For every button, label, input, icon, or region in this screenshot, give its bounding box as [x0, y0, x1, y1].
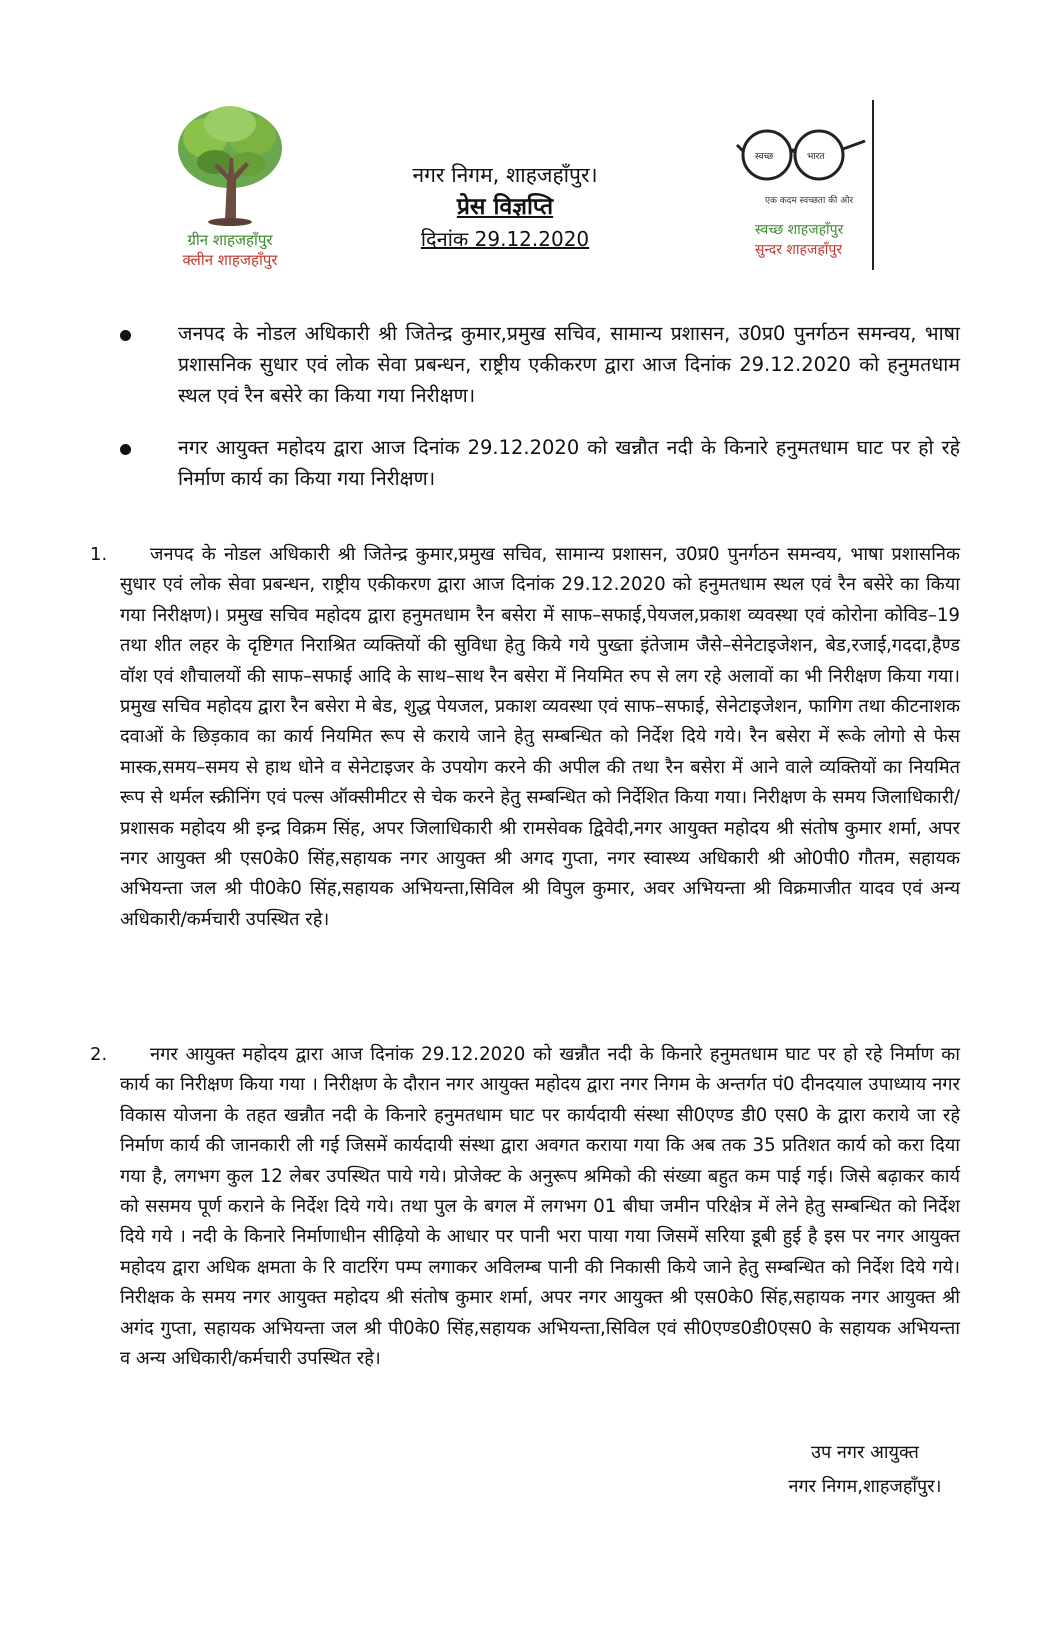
- swachh-bharat-glasses-icon: [735, 115, 875, 195]
- signatory-designation: उप नगर आयुक्त: [811, 1442, 919, 1463]
- paragraph-number: 1.: [90, 544, 108, 565]
- paragraph-text: नगर आयुक्त महोदय द्वारा आज दिनांक 29.12.2020 को खन्नौत नदी के किनारे हनुमतधाम घाट पर हो रहे निर्माण का कार्य का निरीक्षण किया गया । निरीक्षण के दौरान नगर आयुक्त महोदय द्वारा नगर निगम के अन्तर्गत पं0 दीनदयाल उपाध्याय नगर विकास योजना के तहत खन्नौत नदी के किनारे हनुमतधाम घाट पर कार्यदायी संस्था सी0एण्ड डी0 एस0 के द्वारा कराये जा रहे निर्माण कार्य की जानकारी ली गई जिसमें कार्यदायी संस्था द्वारा अवगत कराया गया कि अब तक 35 प्रतिशत कार्य को करा दिया गया है, लगभग कुल 12 लेबर उपस्थित पाये गये। प्रोजेक्ट के अनुरूप श्रमिको की संख्या बहुत कम पाई गई। जिसे बढ़ाकर कार्य को ससमय पूर्ण कराने के निर्देश दिये गये। तथा पुल के बगल में लगभग 01 बीघा जमीन परिक्षेत्र में लेने हेतु सम्बन्धित को निर्देश दिये गये । नदी के किनारे निर्माणाधीन सीढ़ियो के आधार पर पानी भरा पाया गया जिसमें सरिया डूबी हुई है इस पर नगर आयुक्त महोदय द्वारा अधिक क्षमता के रि वाटरिंग पम्प लगाकर अविलम्ब पानी की निकासी किये जाने हेतु सम्बन्धित को निर्देश दिये गये। निरीक्षक के समय नगर आयुक्त महोदय श्री संतोष कुमार शर्मा, अपर नगर आयुक्त श्री एस0के0 सिंह,सहायक नगर आयुक्त श्री अगंद गुप्ता, सहायक अभियन्ता जल श्री पी0के0 सिंह,सहायक अभियन्ता,सिविल एवं सी0एण्ड0डी0एस0 के सहायक अभियन्ता व अन्य अधिकारी/कर्मचारी उपस्थित रहे।: [120, 1044, 960, 1370]
- bullet-text: जनपद के नोडल अधिकारी श्री जितेन्द्र कुमार,प्रमुख सचिव, सामान्य प्रशासन, उ0प्र0 पुनर्गठन समन्वय, भाषा प्रशासनिक सुधार एवं लोक सेवा प्रबन्धन, राष्ट्रीय एकीकरण द्वारा आज दिनांक 29.12.2020 को हनुमतधाम स्थल एवं रैन बसेरे का किया गया निरीक्षण।: [178, 322, 960, 407]
- paragraph-number: 2.: [90, 1044, 108, 1065]
- logo-line-sundar: सुन्दर शाहजहाँपुर: [755, 242, 843, 258]
- header-divider: [872, 100, 874, 270]
- document-heading: [390, 160, 620, 254]
- logo-line-clean: क्लीन शाहजहाँपुर: [182, 251, 278, 269]
- signatory-office: नगर निगम,शाहजहाँपुर।: [788, 1476, 942, 1497]
- swachh-bharat-logo: [735, 105, 885, 275]
- glass-left-label: स्वच्छ: [755, 152, 774, 162]
- logo-tagline: एक कदम स्वच्छता की ओर: [765, 196, 854, 206]
- logo-line-green: ग्रीन शाहजहाँपुर: [187, 231, 273, 249]
- signature-block: [770, 1436, 960, 1504]
- glass-right-label: भारत: [807, 152, 825, 162]
- organization-name: नगर निगम, शाहजहाँपुर।: [412, 163, 598, 187]
- bullet-icon: [120, 330, 131, 341]
- bullet-icon: [120, 444, 131, 455]
- document-title: प्रेस विज्ञप्ति: [456, 194, 554, 220]
- bullet-text: नगर आयुक्त महोदय द्वारा आज दिनांक 29.12.2020 को खन्नौत नदी के किनारे हनुमतधाम घाट पर हो रहे निर्माण कार्य का किया गया निरीक्षण।: [178, 436, 960, 490]
- logo-line-swachh: स्वच्छ शाहजहाँपुर: [755, 222, 844, 238]
- tree-icon: [150, 100, 310, 230]
- paragraph-text: जनपद के नोडल अधिकारी श्री जितेन्द्र कुमार,प्रमुख सचिव, सामान्य प्रशासन, उ0प्र0 पुनर्गठन समन्वय, भाषा प्रशासनिक सुधार एवं लोक सेवा प्रबन्धन, राष्ट्रीय एकीकरण द्वारा आज दिनांक 29.12.2020 को हनुमतधाम स्थल एवं रैन बसेरे का किया गया निरीक्षण)। प्रमुख सचिव महोदय द्वारा हनुमतधाम रैन बसेरा में साफ–सफाई,पेयजल,प्रकाश व्यवस्था एवं कोरोना कोविड–19 तथा शीत लहर के दृष्टिगत निराश्रित व्यक्तियों की सुविधा हेतु किये गये पुख्ता इंतेजाम जैसे–सेनेटाइजेशन, बेड,रजाई,गददा,हैण्ड वॉश एवं शौचालयों की साफ–सफाई आदि के साथ–साथ रैन बसेरा में नियमित रुप से लग रहे अलावों का भी निरीक्षण किया गया। प्रमुख सचिव महोदय द्वारा रैन बसेरा मे बेड, शुद्ध पेयजल, प्रकाश व्यवस्था एवं साफ–सफाई, सेनेटाइजेशन, फागिग तथा कीटनाशक दवाओं के छिड़काव का कार्य नियमित रूप से कराये जाने हेतु सम्बन्धित को निर्देश दिये गये। रैन बसेरा में रूके लोगो से फेस मास्क,समय–समय से हाथ धोने व सेनेटाइजर के उपयोग करने की अपील की तथा रैन बसेरा में आने वाले व्यक्तियों का नियमित रूप से थर्मल स्क्रीनिंग एवं पल्स ऑक्सीमीटर से चेक करने हेतु सम्बन्धित को निर्देशित किया गया। निरीक्षण के समय जिलाधिकारी/प्रशासक महोदय श्री इन्द्र विक्रम सिंह, अपर जिलाधिकारी श्री रामसेवक द्विवेदी,नगर आयुक्त महोदय श्री संतोष कुमार शर्मा, अपर नगर आयुक्त श्री एस0के0 सिंह,सहायक नगर आयुक्त श्री अगद गुप्ता, नगर स्वास्थ्य अधिकारी श्री ओ0पी0 गौतम, सहायक अभियन्ता जल श्री पी0के0 सिंह,सहायक अभियन्ता,सिविल श्री विपुल कुमार, अवर अभियन्ता श्री विक्रमाजीत यादव एवं अन्य अधिकारी/कर्मचारी उपस्थित रहे।: [120, 544, 960, 930]
- document-date: दिनांक 29.12.2020: [420, 227, 590, 251]
- green-shahjahanpur-logo: [150, 100, 310, 275]
